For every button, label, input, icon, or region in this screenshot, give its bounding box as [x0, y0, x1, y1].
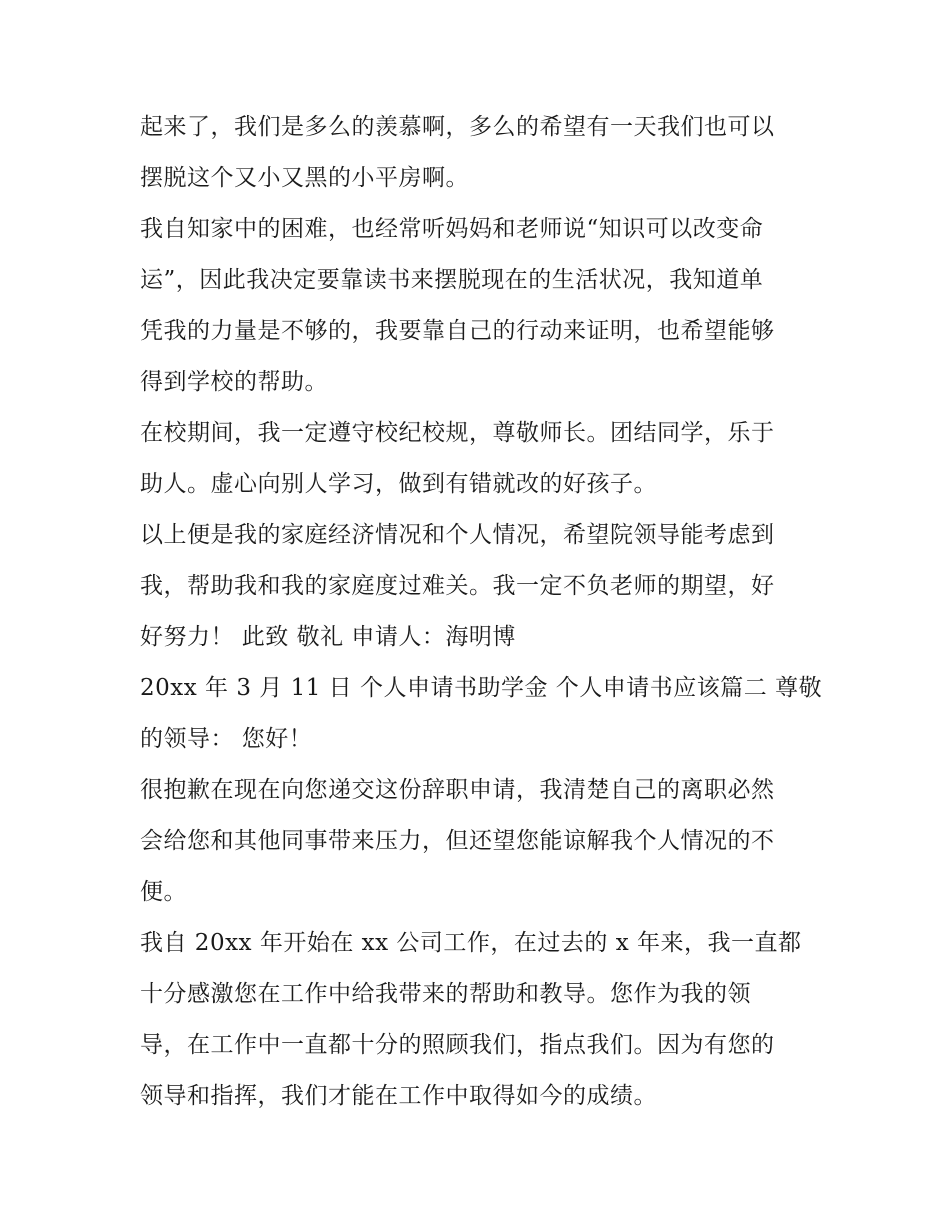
text-line: 摆脱这个又小又黑的小平房啊。	[140, 165, 469, 191]
text-line: 会给您和其他同事带来压力，但还望您能谅解我个人情况的不	[140, 828, 775, 854]
text-line: 好努力！ 此致 敬礼 申请人：海明博	[140, 624, 516, 650]
text-line: 导，在工作中一直都十分的照顾我们，指点我们。因为有您的	[140, 1032, 775, 1058]
text-line: 的领导： 您好！	[140, 726, 313, 752]
text-line: 助人。虚心向别人学习，做到有错就改的好孩子。	[140, 471, 657, 497]
text-line: 便。	[140, 879, 187, 905]
text-line: 领导和指挥，我们才能在工作中取得如今的成绩。	[140, 1083, 657, 1109]
text-line: 很抱歉在现在向您递交这份辞职申请，我清楚自己的离职必然	[140, 777, 775, 803]
text-line: 我自知家中的困难，也经常听妈妈和老师说“知识可以改变命	[140, 216, 764, 242]
document-body	[140, 102, 823, 1122]
text-line: 在校期间，我一定遵守校纪校规，尊敬师长。团结同学，乐于	[140, 420, 775, 446]
text-line: 我，帮助我和我的家庭度过难关。我一定不负老师的期望，好	[140, 573, 775, 599]
text-line: 凭我的力量是不够的，我要靠自己的行动来证明，也希望能够	[140, 318, 775, 344]
text-line: 以上便是我的家庭经济情况和个人情况，希望院领导能考虑到	[140, 522, 775, 548]
text-line: 20xx 年 3 月 11 日 个人申请书助学金 个人申请书应该篇二 尊敬	[140, 675, 823, 701]
text-line: 运”，因此我决定要靠读书来摆脱现在的生活状况，我知道单	[140, 267, 764, 293]
text-line: 得到学校的帮助。	[140, 369, 328, 395]
text-line: 起来了，我们是多么的羡慕啊，多么的希望有一天我们也可以	[140, 114, 775, 140]
text-line: 我自 20xx 年开始在 xx 公司工作，在过去的 x 年来，我一直都	[140, 930, 802, 956]
text-line: 十分感激您在工作中给我带来的帮助和教导。您作为我的领	[140, 981, 751, 1007]
